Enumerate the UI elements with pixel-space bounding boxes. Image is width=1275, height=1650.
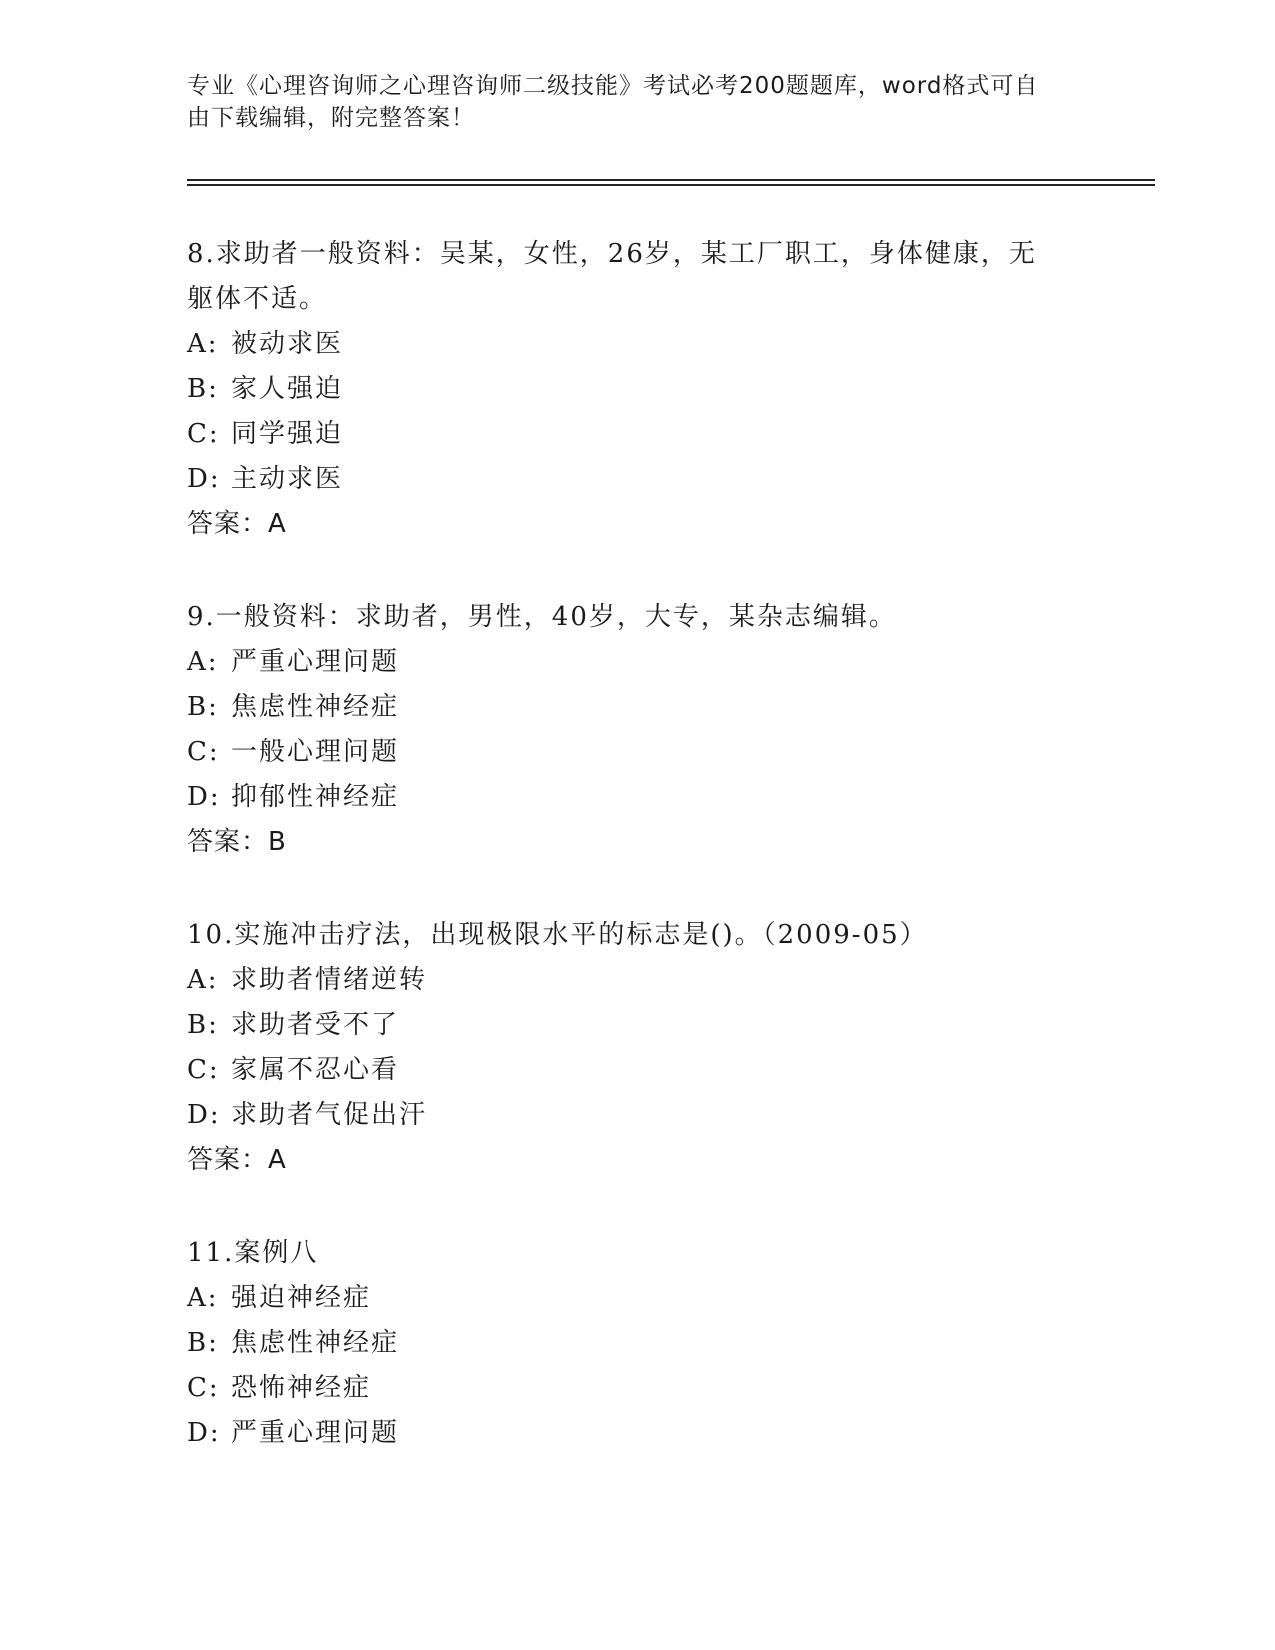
header-rule-bottom bbox=[187, 184, 1155, 186]
option-text: 焦虑性神经症 bbox=[231, 692, 400, 722]
option-d bbox=[187, 775, 1087, 820]
question-stem: 9.一般资料：求助者，男性，40岁，大专，某杂志编辑。 bbox=[187, 602, 897, 632]
option-a bbox=[187, 640, 1087, 685]
option-letter: D: bbox=[187, 1418, 221, 1448]
option-letter: B: bbox=[187, 1010, 219, 1040]
option-text: 家属不忍心看 bbox=[231, 1055, 400, 1085]
question-stem bbox=[187, 232, 1087, 322]
question-stem: 10.实施冲击疗法，出现极限水平的标志是()。（2009-05） bbox=[187, 920, 928, 950]
question-list bbox=[187, 232, 1087, 1504]
option-text: 求助者受不了 bbox=[231, 1010, 400, 1040]
option-text: 恐怖神经症 bbox=[231, 1373, 372, 1403]
option-text: 求助者气促出汗 bbox=[231, 1100, 428, 1130]
option-letter: B: bbox=[187, 374, 219, 404]
option-text: 严重心理问题 bbox=[231, 647, 400, 677]
question-stem-line-1: 8.求助者一般资料：吴某，女性，26岁，某工厂职工，身体健康，无 bbox=[187, 239, 1037, 269]
option-b bbox=[187, 1003, 1087, 1048]
option-text: 被动求医 bbox=[231, 329, 344, 359]
option-d bbox=[187, 1411, 1087, 1456]
header-line-1: 专业《心理咨询师之心理咨询师二级技能》考试必考200题题库，word格式可自 bbox=[187, 73, 1039, 99]
option-letter: C: bbox=[187, 737, 220, 767]
answer-line: 答案：A bbox=[187, 509, 287, 539]
question-stem-line-2: 躯体不适。 bbox=[187, 284, 328, 314]
option-text: 家人强迫 bbox=[231, 374, 344, 404]
option-letter: D: bbox=[187, 464, 221, 494]
option-letter: C: bbox=[187, 419, 220, 449]
option-letter: A: bbox=[187, 965, 219, 995]
option-c bbox=[187, 412, 1087, 457]
document-header bbox=[187, 70, 1067, 134]
option-text: 严重心理问题 bbox=[231, 1418, 400, 1448]
option-text: 焦虑性神经症 bbox=[231, 1328, 400, 1358]
question-11 bbox=[187, 1231, 1087, 1456]
option-text: 求助者情绪逆转 bbox=[231, 965, 428, 995]
option-c bbox=[187, 730, 1087, 775]
header-line-2: 由下载编辑，附完整答案！ bbox=[187, 105, 475, 131]
option-b bbox=[187, 685, 1087, 730]
option-c bbox=[187, 1048, 1087, 1093]
option-text: 抑郁性神经症 bbox=[231, 782, 400, 812]
answer-line: 答案：B bbox=[187, 827, 287, 857]
option-text: 强迫神经症 bbox=[231, 1283, 372, 1313]
question-8 bbox=[187, 232, 1087, 547]
option-letter: C: bbox=[187, 1055, 220, 1085]
option-b bbox=[187, 367, 1087, 412]
option-text: 一般心理问题 bbox=[231, 737, 400, 767]
question-9 bbox=[187, 595, 1087, 865]
question-stem: 11.案例八 bbox=[187, 1238, 319, 1268]
option-letter: B: bbox=[187, 692, 219, 722]
option-a bbox=[187, 322, 1087, 367]
option-letter: A: bbox=[187, 329, 219, 359]
option-letter: C: bbox=[187, 1373, 220, 1403]
option-letter: D: bbox=[187, 1100, 221, 1130]
option-a bbox=[187, 1276, 1087, 1321]
option-text: 主动求医 bbox=[231, 464, 344, 494]
option-letter: A: bbox=[187, 1283, 219, 1313]
header-rule-top bbox=[187, 179, 1155, 181]
option-d bbox=[187, 1093, 1087, 1138]
option-b bbox=[187, 1321, 1087, 1366]
option-text: 同学强迫 bbox=[231, 419, 344, 449]
option-c bbox=[187, 1366, 1087, 1411]
question-10 bbox=[187, 913, 1087, 1183]
answer-line: 答案：A bbox=[187, 1145, 287, 1175]
option-d bbox=[187, 457, 1087, 502]
option-letter: A: bbox=[187, 647, 219, 677]
option-letter: B: bbox=[187, 1328, 219, 1358]
option-a bbox=[187, 958, 1087, 1003]
option-letter: D: bbox=[187, 782, 221, 812]
